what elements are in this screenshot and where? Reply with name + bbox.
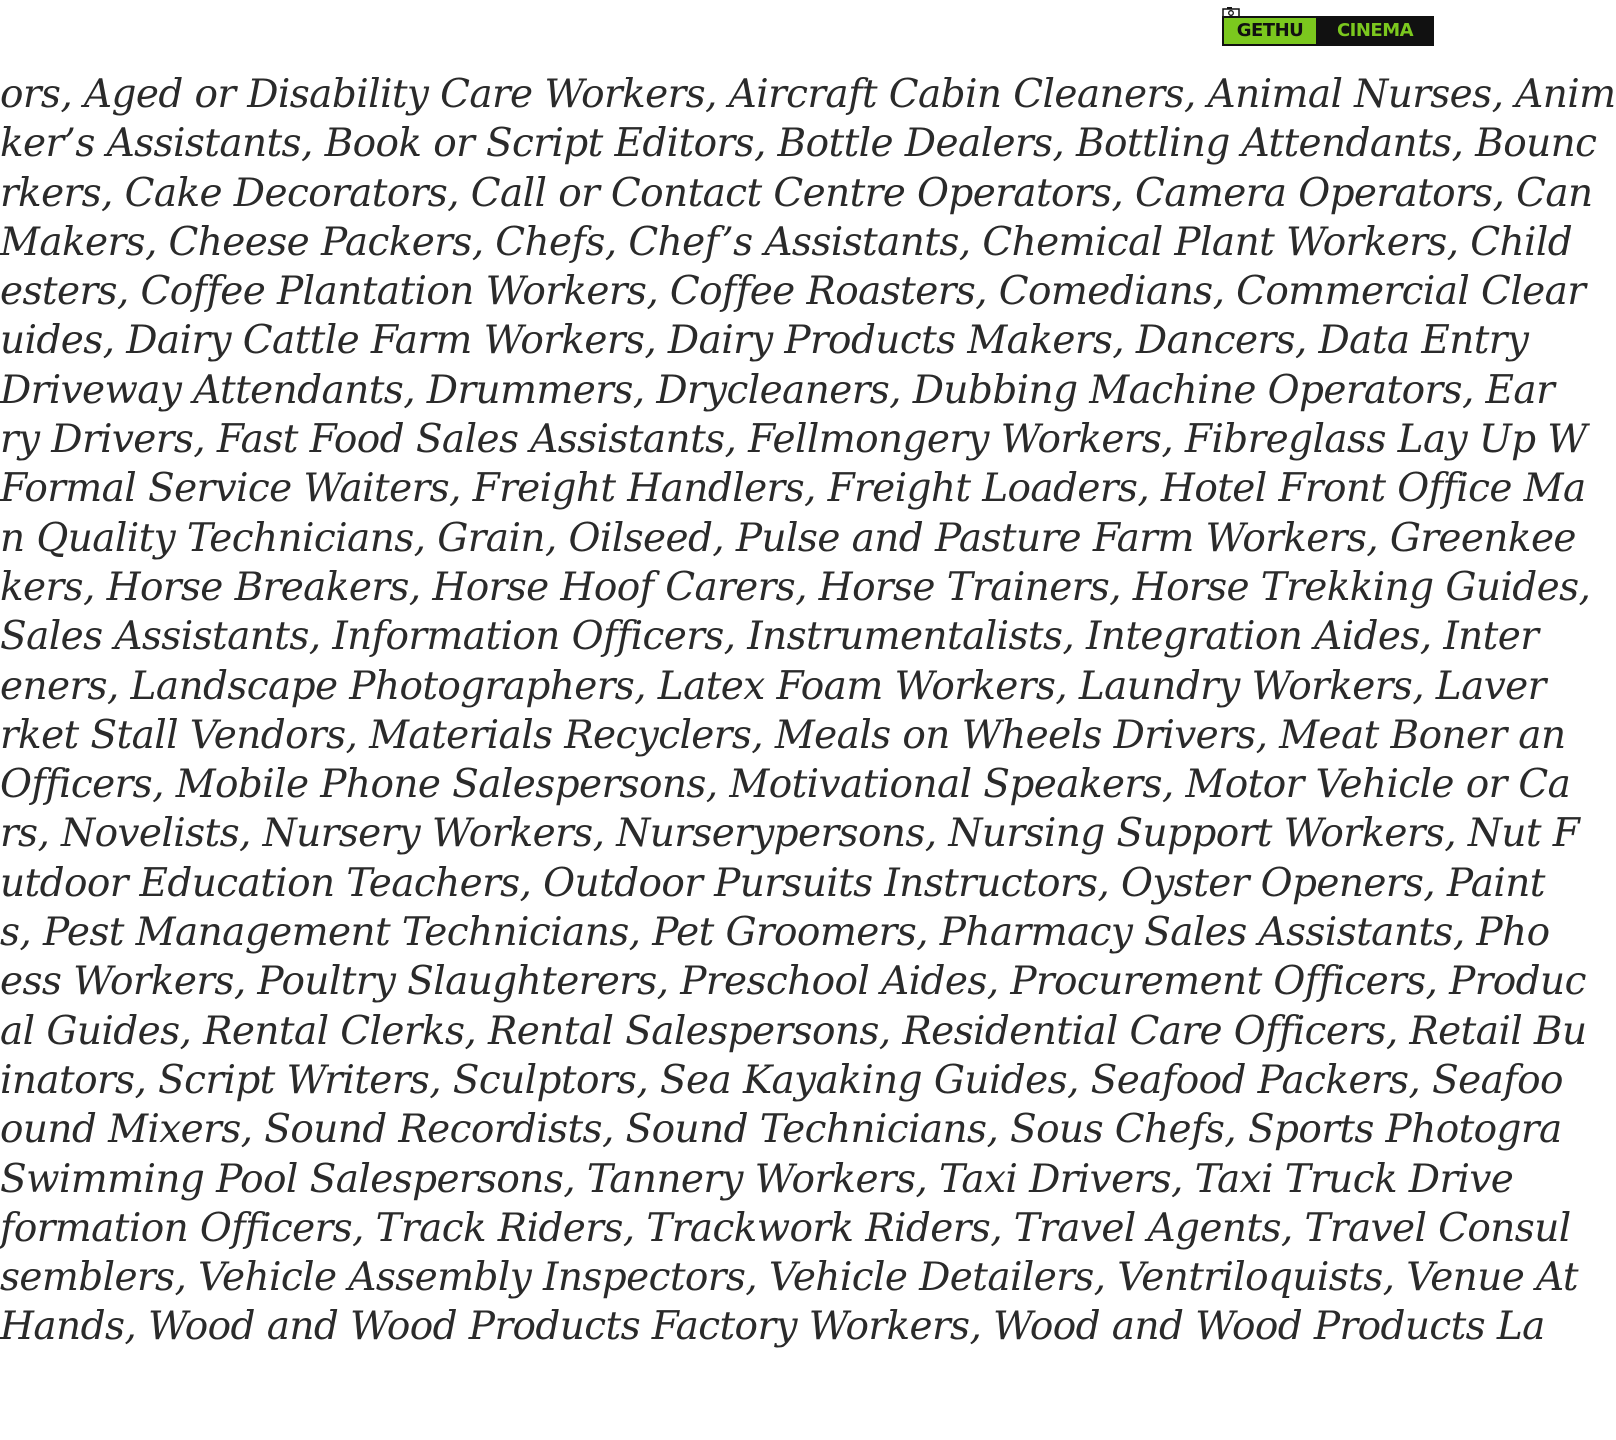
text-line: Makers, Cheese Packers, Chefs, Chef’s Assistants, Chemical Plant Workers, Child (0, 219, 1573, 265)
text-line: Driveway Attendants, Drummers, Drycleaners, Dubbing Machine Operators, Ear (0, 367, 1555, 413)
text-line: inators, Script Writers, Sculptors, Sea Kayaking Guides, Seafood Packers, Seafoo (0, 1057, 1563, 1103)
text-line: kers, Horse Breakers, Horse Hoof Carers, Horse Trainers, Horse Trekking Guides, (0, 564, 1591, 610)
text-line: s, Pest Management Technicians, Pet Groomers, Pharmacy Sales Assistants, Pho (0, 910, 1550, 956)
text-line: formation Officers, Track Riders, Trackwork Riders, Travel Agents, Travel Consul (0, 1205, 1571, 1251)
text-line: esters, Coffee Plantation Workers, Coffee Roasters, Comedians, Commercial Clear (0, 269, 1586, 315)
text-line: ound Mixers, Sound Recordists, Sound Technicians, Sous Chefs, Sports Photogra (0, 1107, 1562, 1153)
text-line: Hands, Wood and Wood Products Factory Workers, Wood and Wood Products La (0, 1304, 1545, 1350)
text-line: ess Workers, Poultry Slaughterers, Preschool Aides, Procurement Officers, Produc (0, 959, 1586, 1005)
text-line: eners, Landscape Photographers, Latex Foam Workers, Laundry Workers, Laver (0, 663, 1546, 709)
text-line: semblers, Vehicle Assembly Inspectors, Vehicle Detailers, Ventriloquists, Venue At (0, 1255, 1578, 1301)
text-line: rket Stall Vendors, Materials Recyclers, Meals on Wheels Drivers, Meat Boner an (0, 712, 1566, 758)
text-line: Formal Service Waiters, Freight Handlers, Freight Loaders, Hotel Front Office Ma (0, 466, 1586, 512)
text-line: al Guides, Rental Clerks, Rental Salespersons, Residential Care Officers, Retail Bu (0, 1008, 1587, 1054)
logo-text-cinema: CINEMA (1316, 16, 1434, 46)
text-line: Swimming Pool Salespersons, Tannery Workers, Taxi Drivers, Taxi Truck Drive (0, 1156, 1514, 1202)
text-line: ors, Aged or Disability Care Workers, Aircraft Cabin Cleaners, Animal Nurses, Anim (0, 72, 1616, 117)
text-line: uides, Dairy Cattle Farm Workers, Dairy Products Makers, Dancers, Data Entry (0, 318, 1529, 364)
text-line: n Quality Technicians, Grain, Oilseed, Pulse and Pasture Farm Workers, Greenkee (0, 515, 1576, 561)
occupation-text-block (0, 70, 1616, 1352)
text-line: Officers, Mobile Phone Salespersons, Motivational Speakers, Motor Vehicle or Ca (0, 762, 1571, 808)
text-line: Sales Assistants, Information Officers, Instrumentalists, Integration Aides, Inter (0, 614, 1539, 660)
text-line: ker’s Assistants, Book or Script Editors, Bottle Dealers, Bottling Attendants, Bounc (0, 121, 1597, 167)
text-line: utdoor Education Teachers, Outdoor Pursuits Instructors, Oyster Openers, Paint (0, 860, 1545, 906)
gethu-cinema-logo (1222, 12, 1434, 50)
text-line: rs, Novelists, Nursery Workers, Nurserypersons, Nursing Support Workers, Nut F (0, 811, 1580, 857)
text-line: ry Drivers, Fast Food Sales Assistants, Fellmongery Workers, Fibreglass Lay Up W (0, 417, 1587, 463)
logo-text-gethu: GETHU (1222, 16, 1318, 46)
text-line: rkers, Cake Decorators, Call or Contact Centre Operators, Camera Operators, Can (0, 170, 1593, 216)
